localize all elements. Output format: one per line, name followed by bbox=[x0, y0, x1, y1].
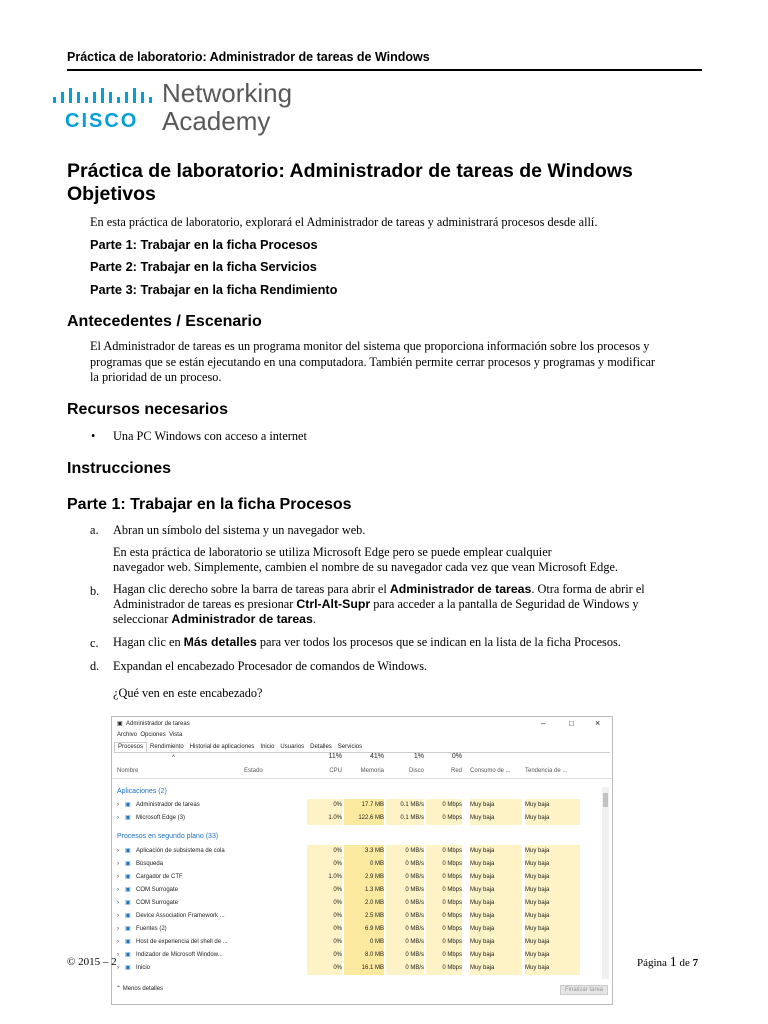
page-title bbox=[67, 160, 633, 206]
cell-cpu: 0% bbox=[307, 897, 342, 910]
taskmanager-icon: ▣ bbox=[117, 721, 123, 727]
networking-word: Networking bbox=[162, 78, 293, 108]
background-line2: programas que se están ejecutando en una computadora. También permite cerrar procesos y programas y modificar bbox=[90, 355, 656, 369]
cell-cpu: 1.0% bbox=[307, 812, 342, 825]
cell-net: 0 Mbps bbox=[426, 962, 462, 975]
running-header: Práctica de laboratorio: Administrador de tareas de Windows bbox=[67, 50, 430, 64]
step-c-label: c. bbox=[90, 636, 99, 650]
cell-cpu: 0% bbox=[307, 923, 342, 936]
cell-mem: 17.7 MB bbox=[344, 799, 384, 812]
cisco-bars-icon bbox=[52, 88, 154, 108]
process-icon: ▣ bbox=[125, 913, 131, 919]
cell-net: 0 Mbps bbox=[426, 923, 462, 936]
column-header-row bbox=[112, 765, 612, 779]
usage-net: 0% bbox=[451, 753, 462, 760]
cell-disk: 0.1 MB/s bbox=[386, 812, 424, 825]
footer-page: Página 1 de 7 bbox=[637, 955, 699, 970]
cell-cpu: 0% bbox=[307, 936, 342, 949]
menu-vista[interactable]: Vista bbox=[169, 732, 183, 738]
col-trend[interactable]: Tendencia de ... bbox=[525, 768, 568, 774]
footer-copyright: © 2015 – 2 bbox=[67, 956, 117, 968]
col-disk[interactable]: Disco bbox=[408, 768, 424, 774]
cell-net: 0 Mbps bbox=[426, 799, 462, 812]
bg-process-row[interactable] bbox=[112, 871, 612, 884]
expand-chevron-icon[interactable]: › bbox=[117, 874, 119, 880]
bg-process-row[interactable] bbox=[112, 936, 612, 949]
cell-power: Muy baja bbox=[470, 799, 522, 812]
expand-chevron-icon[interactable]: › bbox=[117, 887, 119, 893]
step-b-line2: Administrador de tareas es presionar Ctrl-Alt-Supr para acceder a la pantalla de Seguridad de Windows y bbox=[113, 597, 639, 611]
step-c-text: Hagan clic en Más detalles para ver todos los procesos que se indican en la lista de la ficha Procesos. bbox=[113, 635, 621, 649]
process-icon: ▣ bbox=[125, 939, 131, 945]
col-cpu[interactable]: CPU bbox=[329, 768, 342, 774]
cell-power: Muy baja bbox=[470, 923, 522, 936]
process-icon: ▣ bbox=[125, 965, 131, 971]
close-button[interactable]: × bbox=[595, 718, 601, 728]
bg-process-row[interactable] bbox=[112, 884, 612, 897]
expand-chevron-icon[interactable]: › bbox=[117, 952, 119, 958]
cell-mem: 16.1 MB bbox=[344, 962, 384, 975]
process-name: Cargador de CTF bbox=[136, 874, 183, 880]
header-rule bbox=[67, 69, 702, 71]
cell-mem: 3.3 MB bbox=[344, 845, 384, 858]
app-row[interactable] bbox=[112, 812, 612, 825]
tab-procesos[interactable]: Procesos bbox=[114, 742, 147, 752]
end-task-button[interactable]: Finalizar tarea bbox=[560, 985, 608, 995]
cell-disk: 0 MB/s bbox=[386, 871, 424, 884]
process-name: Fuentes (2) bbox=[136, 926, 167, 932]
expand-chevron-icon[interactable]: › bbox=[117, 861, 119, 867]
tab-inicio[interactable]: Inicio bbox=[260, 744, 275, 750]
cell-trend: Muy baja bbox=[525, 910, 580, 923]
cell-disk: 0 MB/s bbox=[386, 897, 424, 910]
cell-power: Muy baja bbox=[470, 845, 522, 858]
cell-disk: 0 MB/s bbox=[386, 962, 424, 975]
cell-cpu: 1.0% bbox=[307, 871, 342, 884]
col-mem[interactable]: Memoria bbox=[360, 768, 384, 774]
process-icon: ▣ bbox=[125, 861, 131, 867]
window-title: Administrador de tareas bbox=[126, 721, 190, 727]
objective-1: Parte 1: Trabajar en la ficha Procesos bbox=[90, 237, 318, 252]
cell-disk: 0 MB/s bbox=[386, 936, 424, 949]
col-net[interactable]: Red bbox=[450, 768, 462, 774]
process-name: COM Surrogate bbox=[136, 887, 179, 893]
cell-trend: Muy baja bbox=[525, 799, 580, 812]
cell-disk: 0 MB/s bbox=[386, 910, 424, 923]
title-line1: Práctica de laboratorio: Administrador de tareas de Windows bbox=[67, 160, 633, 182]
bullet-icon: • bbox=[91, 429, 96, 443]
scrollbar-thumb[interactable] bbox=[603, 793, 608, 807]
usage-disk: 1% bbox=[413, 753, 424, 760]
cell-power: Muy baja bbox=[470, 871, 522, 884]
expand-chevron-icon[interactable]: › bbox=[117, 815, 119, 821]
cell-trend: Muy baja bbox=[525, 923, 580, 936]
tab-detalles[interactable]: Detalles bbox=[310, 744, 332, 750]
cell-mem: 122.6 MB bbox=[344, 812, 384, 825]
scrollbar[interactable] bbox=[602, 787, 609, 979]
cell-mem: 2.5 MB bbox=[344, 910, 384, 923]
cell-net: 0 Mbps bbox=[426, 897, 462, 910]
process-icon: ▣ bbox=[125, 874, 131, 880]
bg-process-row[interactable] bbox=[112, 845, 612, 858]
cell-power: Muy baja bbox=[470, 910, 522, 923]
cell-disk: 0 MB/s bbox=[386, 884, 424, 897]
process-name: Búsqueda bbox=[136, 861, 164, 867]
cell-net: 0 Mbps bbox=[426, 812, 462, 825]
bg-process-row[interactable] bbox=[112, 858, 612, 871]
cell-power: Muy baja bbox=[470, 812, 522, 825]
cell-power: Muy baja bbox=[470, 858, 522, 871]
cell-net: 0 Mbps bbox=[426, 871, 462, 884]
cell-cpu: 0% bbox=[307, 845, 342, 858]
col-power[interactable]: Consumo de ... bbox=[470, 768, 511, 774]
sort-arrow-icon: ^ bbox=[172, 755, 175, 761]
instructions-heading: Instrucciones bbox=[67, 460, 172, 477]
bg-process-row[interactable] bbox=[112, 897, 612, 910]
cell-mem: 0 MB bbox=[344, 936, 384, 949]
cell-trend: Muy baja bbox=[525, 858, 580, 871]
app-row[interactable] bbox=[112, 799, 612, 812]
menu-opciones[interactable]: Opciones bbox=[140, 732, 166, 738]
chevron-up-icon: ⌃ bbox=[116, 986, 122, 992]
intro-text: En esta práctica de laboratorio, explorará el Administrador de tareas y administrará procesos desde allí. bbox=[90, 215, 598, 229]
task-manager-screenshot bbox=[111, 716, 613, 1005]
process-name: Indizador de Microsoft Window... bbox=[136, 952, 223, 958]
cell-mem: 0 MB bbox=[344, 858, 384, 871]
tab-rendimiento[interactable]: Rendimiento bbox=[150, 744, 184, 750]
resource-item: Una PC Windows con acceso a internet bbox=[113, 429, 307, 443]
step-b-label: b. bbox=[90, 584, 100, 598]
process-name: Aplicación de subsistema de cola bbox=[136, 848, 225, 854]
process-name: Device Association Framework ... bbox=[136, 913, 225, 919]
maximize-button[interactable]: □ bbox=[569, 719, 574, 728]
cell-power: Muy baja bbox=[470, 949, 522, 962]
step-d-label: d. bbox=[90, 659, 100, 673]
cell-disk: 0 MB/s bbox=[386, 949, 424, 962]
cell-power: Muy baja bbox=[470, 897, 522, 910]
process-name: COM Surrogate bbox=[136, 900, 179, 906]
step-b-line3: seleccionar Administrador de tareas. bbox=[113, 612, 316, 626]
step-b-line1: Hagan clic derecho sobre la barra de tareas para abrir el Administrador de tareas. Otra forma de abrir el bbox=[113, 582, 645, 596]
bg-process-row[interactable] bbox=[112, 923, 612, 936]
cell-cpu: 0% bbox=[307, 910, 342, 923]
expand-chevron-icon[interactable]: › bbox=[117, 913, 119, 919]
usage-cpu: 11% bbox=[328, 753, 342, 760]
col-status[interactable]: Estado bbox=[244, 768, 263, 774]
background-line3: la prioridad de un proceso. bbox=[90, 370, 222, 384]
minimize-button[interactable]: – bbox=[541, 719, 546, 728]
cell-cpu: 0% bbox=[307, 962, 342, 975]
step-a-sub1: En esta práctica de laboratorio se utiliza Microsoft Edge pero se puede emplear cualquier bbox=[113, 545, 552, 559]
bg-process-row[interactable] bbox=[112, 962, 612, 975]
cell-disk: 0 MB/s bbox=[386, 923, 424, 936]
process-icon: ▣ bbox=[125, 848, 131, 854]
cell-power: Muy baja bbox=[470, 962, 522, 975]
cisco-logo bbox=[52, 80, 312, 138]
cell-disk: 0 MB/s bbox=[386, 845, 424, 858]
process-name: Microsoft Edge (3) bbox=[136, 815, 186, 821]
cell-cpu: 0% bbox=[307, 799, 342, 812]
expand-chevron-icon[interactable]: › bbox=[117, 965, 119, 971]
menu-bar bbox=[117, 732, 182, 738]
cell-net: 0 Mbps bbox=[426, 936, 462, 949]
cell-disk: 0.1 MB/s bbox=[386, 799, 424, 812]
part1-heading: Parte 1: Trabajar en la ficha Procesos bbox=[67, 496, 352, 513]
cell-trend: Muy baja bbox=[525, 871, 580, 884]
process-icon: ▣ bbox=[125, 802, 131, 808]
cell-trend: Muy baja bbox=[525, 897, 580, 910]
step-d-text: Expandan el encabezado Procesador de comandos de Windows. bbox=[113, 659, 428, 673]
tab-servicios[interactable]: Servicios bbox=[337, 744, 363, 750]
cell-mem: 1.3 MB bbox=[344, 884, 384, 897]
tab-strip bbox=[114, 742, 610, 753]
expand-chevron-icon[interactable]: › bbox=[117, 900, 119, 906]
tab-usuarios[interactable]: Usuarios bbox=[280, 744, 305, 750]
cell-power: Muy baja bbox=[470, 936, 522, 949]
process-name: Administrador de tareas bbox=[136, 802, 200, 808]
less-details-link[interactable]: ⌃ Menos detalles bbox=[116, 986, 164, 992]
cell-mem: 6.9 MB bbox=[344, 923, 384, 936]
cell-net: 0 Mbps bbox=[426, 949, 462, 962]
step-a-sub2: navegador web. Simplemente, cambien el nombre de su navegador cada vez que vean Microsoft Edge. bbox=[113, 560, 619, 574]
process-icon: ▣ bbox=[125, 926, 131, 932]
cell-net: 0 Mbps bbox=[426, 884, 462, 897]
process-icon: ▣ bbox=[125, 952, 131, 958]
background-heading: Antecedentes / Escenario bbox=[67, 313, 262, 330]
cell-trend: Muy baja bbox=[525, 845, 580, 858]
cell-cpu: 0% bbox=[307, 858, 342, 871]
group-background: Procesos en segundo plano (33) bbox=[117, 833, 219, 840]
cell-net: 0 Mbps bbox=[426, 858, 462, 871]
background-line1: El Administrador de tareas es un programa monitor del sistema que proporciona información sobre los procesos y bbox=[90, 339, 650, 353]
cell-cpu: 0% bbox=[307, 884, 342, 897]
cell-trend: Muy baja bbox=[525, 962, 580, 975]
process-icon: ▣ bbox=[125, 887, 131, 893]
process-icon: ▣ bbox=[125, 900, 131, 906]
cell-mem: 2.9 MB bbox=[344, 871, 384, 884]
expand-chevron-icon[interactable]: › bbox=[117, 926, 119, 932]
usage-mem: 41% bbox=[369, 753, 384, 760]
cisco-wordmark: CISCO bbox=[65, 110, 139, 132]
menu-archivo[interactable]: Archivo bbox=[117, 732, 138, 738]
expand-chevron-icon[interactable]: › bbox=[117, 939, 119, 945]
process-name: Host de experiencia del shell de ... bbox=[136, 939, 228, 945]
expand-chevron-icon[interactable]: › bbox=[117, 848, 119, 854]
tab-historial[interactable]: Historial de aplicaciones bbox=[189, 744, 255, 750]
title-line2: Objetivos bbox=[67, 183, 156, 205]
cell-trend: Muy baja bbox=[525, 949, 580, 962]
process-name: Inicio bbox=[136, 965, 151, 971]
question-text: ¿Qué ven en este encabezado? bbox=[113, 686, 263, 700]
cell-power: Muy baja bbox=[470, 884, 522, 897]
step-a-label: a. bbox=[90, 523, 99, 537]
cell-trend: Muy baja bbox=[525, 812, 580, 825]
process-icon: ▣ bbox=[125, 815, 131, 821]
expand-chevron-icon[interactable]: › bbox=[117, 802, 119, 808]
objective-2: Parte 2: Trabajar en la ficha Servicios bbox=[90, 259, 317, 274]
academy-word: Academy bbox=[162, 106, 271, 136]
group-apps: Aplicaciones (2) bbox=[117, 788, 167, 795]
bg-process-row[interactable] bbox=[112, 910, 612, 923]
step-a-text: Abran un símbolo del sistema y un navegador web. bbox=[113, 523, 366, 537]
cell-cpu: 0% bbox=[307, 949, 342, 962]
cell-trend: Muy baja bbox=[525, 936, 580, 949]
cell-mem: 2.0 MB bbox=[344, 897, 384, 910]
col-name[interactable]: Nombre bbox=[117, 768, 139, 774]
cell-disk: 0 MB/s bbox=[386, 858, 424, 871]
objective-3: Parte 3: Trabajar en la ficha Rendimiento bbox=[90, 282, 338, 297]
bg-process-row[interactable] bbox=[112, 949, 612, 962]
cell-net: 0 Mbps bbox=[426, 910, 462, 923]
cell-trend: Muy baja bbox=[525, 884, 580, 897]
resources-heading: Recursos necesarios bbox=[67, 401, 228, 418]
cell-net: 0 Mbps bbox=[426, 845, 462, 858]
cell-mem: 8.0 MB bbox=[344, 949, 384, 962]
